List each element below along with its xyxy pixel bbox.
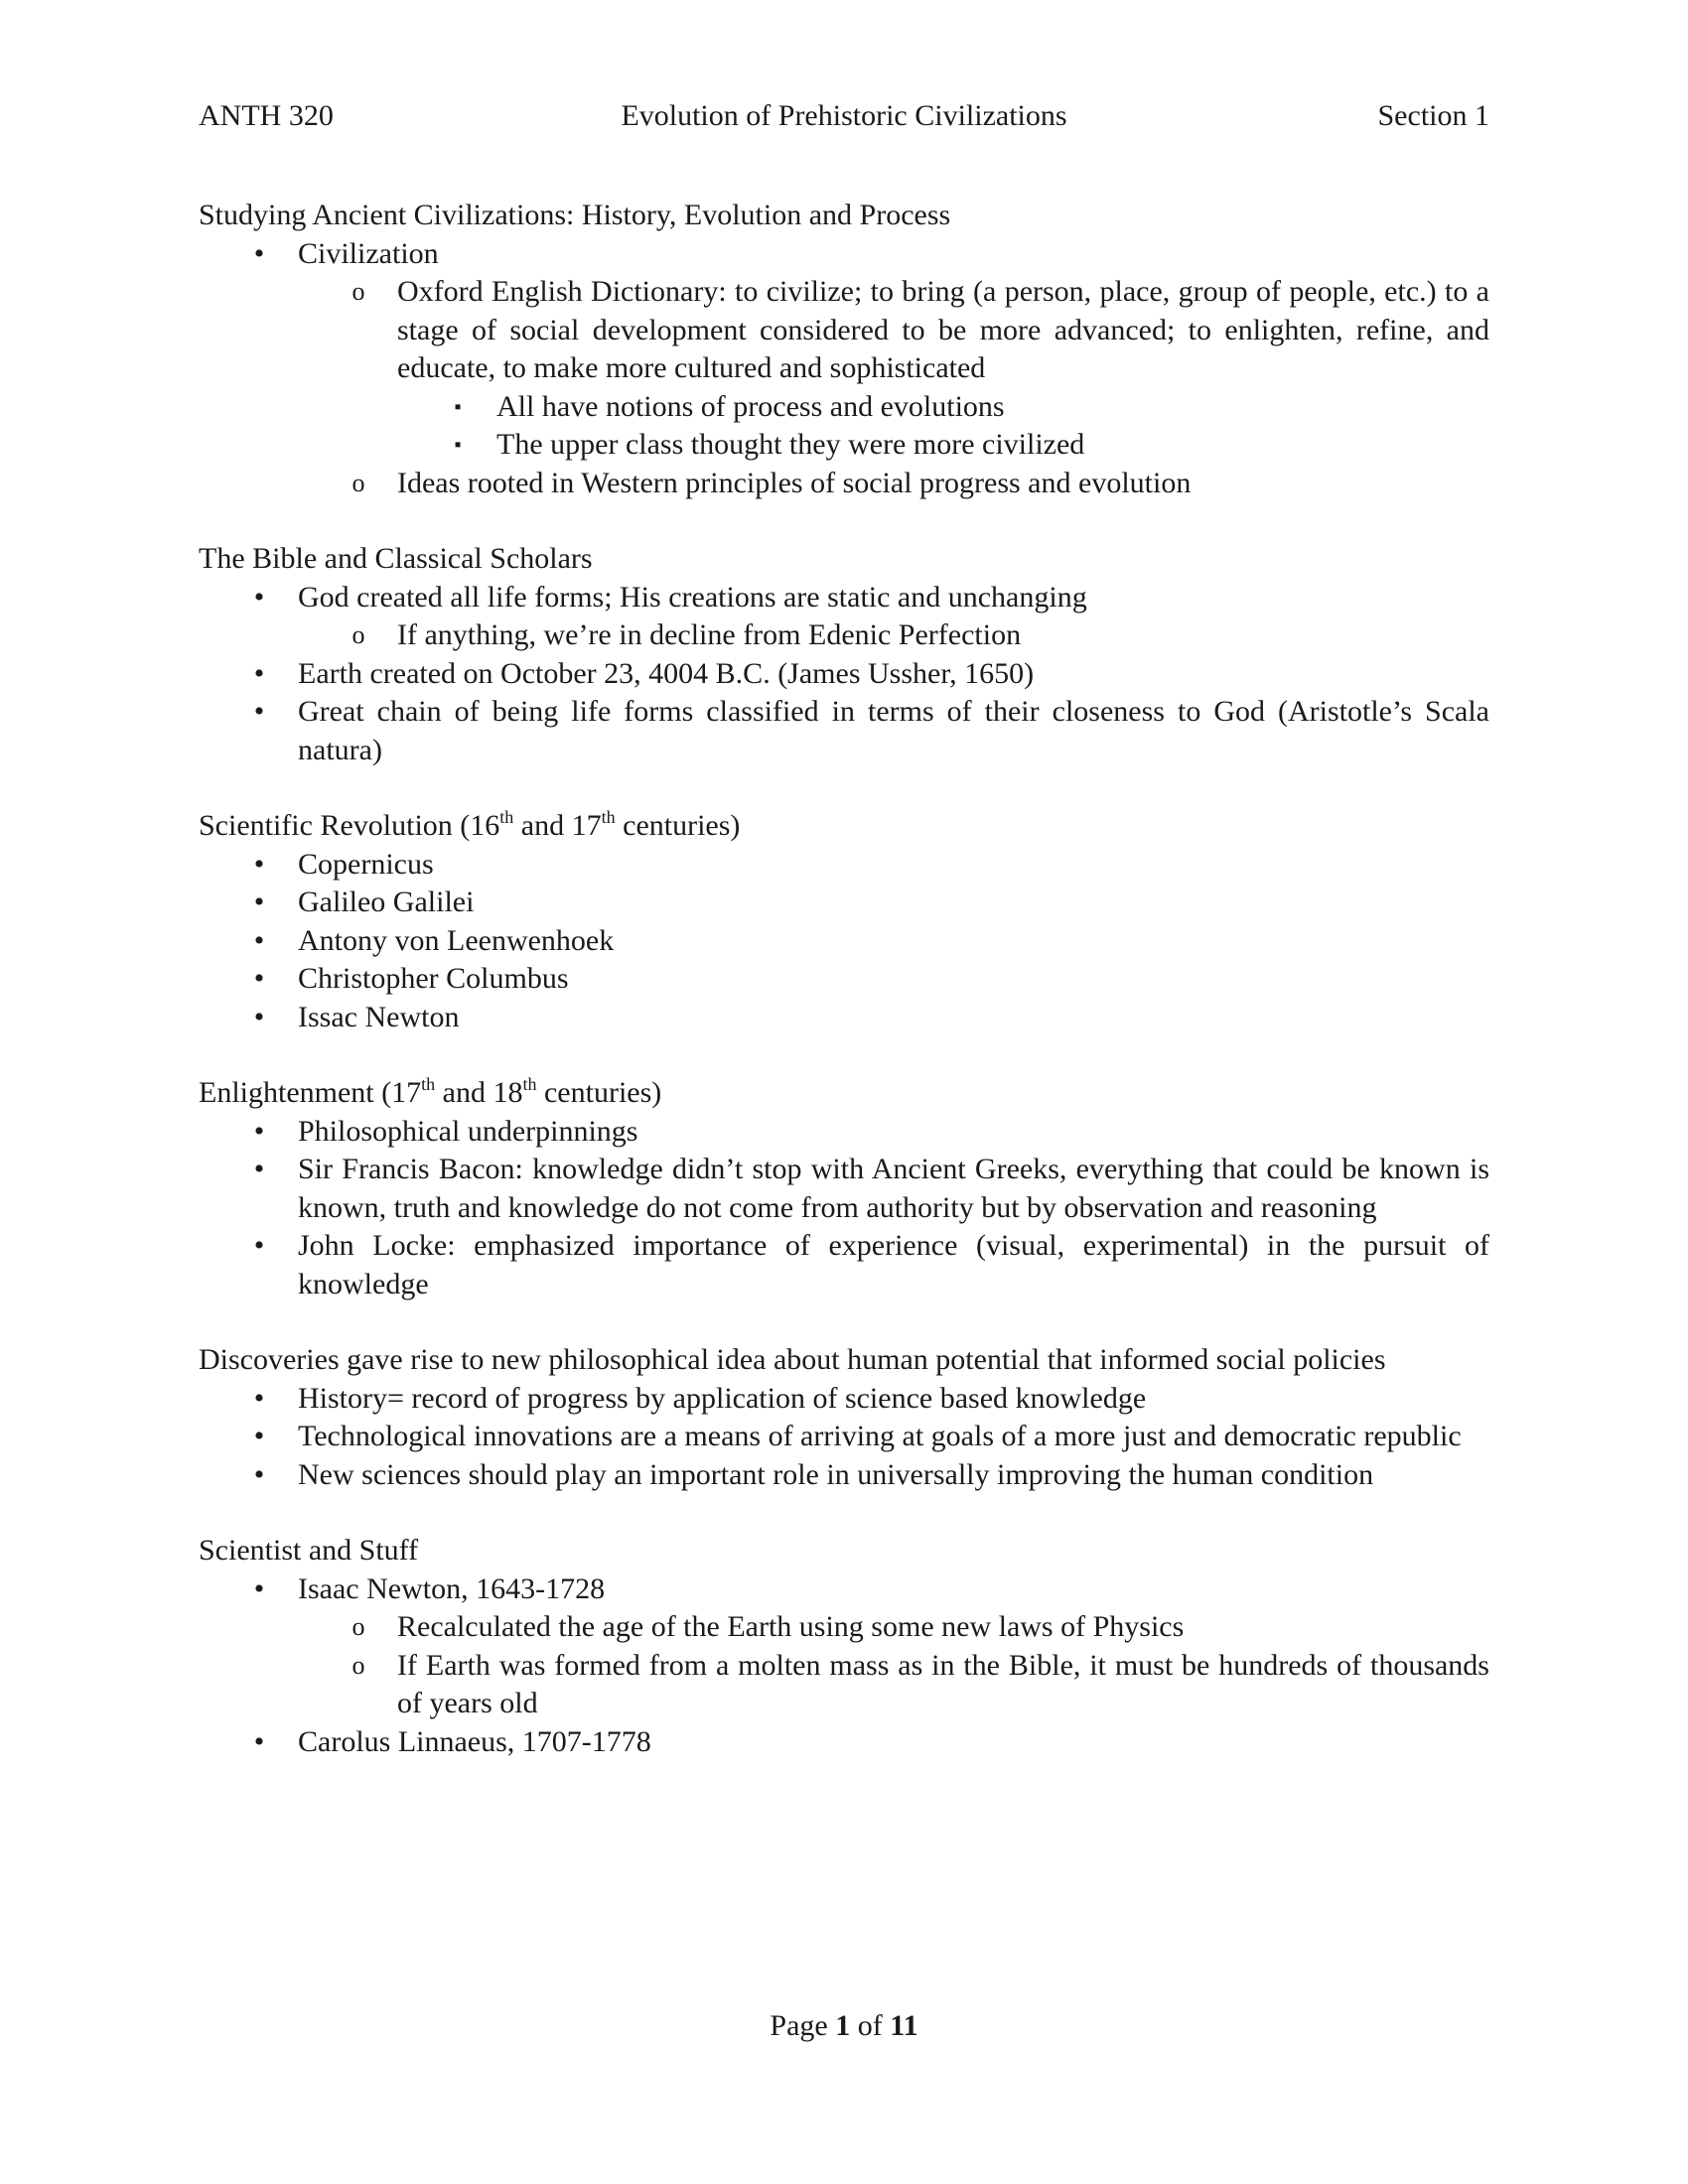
list-item xyxy=(199,1608,1489,1647)
total-pages-number: 11 xyxy=(890,2009,918,2042)
list-item-text: John Locke: emphasized importance of experience (visual, experimental) in the pursuit of knowledge xyxy=(298,1229,1489,1300)
list-item xyxy=(199,1647,1489,1723)
bullet-disc-icon: • xyxy=(253,580,265,614)
list-item xyxy=(199,1151,1489,1227)
bullet-circle-icon: o xyxy=(352,1612,365,1641)
bullet-circle-icon: o xyxy=(352,277,365,306)
section-enlightenment xyxy=(199,1074,1489,1303)
sub-list xyxy=(199,616,1489,655)
list-item xyxy=(199,1113,1489,1152)
list-item-text: Philosophical underpinnings xyxy=(298,1114,638,1148)
list-item-text: New sciences should play an important role in universally improving the human condition xyxy=(298,1457,1374,1491)
bullet-disc-icon: • xyxy=(253,1457,265,1491)
list-item-text: Recalculated the age of the Earth using some new laws of Physics xyxy=(397,1610,1185,1643)
list-item-text: Technological innovations are a means of arriving at goals of a more just and democratic republic xyxy=(298,1420,1462,1452)
bullet-disc-icon: • xyxy=(253,656,265,690)
document-body xyxy=(199,197,1489,1761)
sub-list xyxy=(199,465,1489,503)
section-heading: Studying Ancient Civilizations: History, Evolution and Process xyxy=(199,199,951,231)
bullet-circle-icon: o xyxy=(352,468,365,497)
sub-list xyxy=(199,273,1489,388)
section-label: Section 1 xyxy=(1377,99,1489,132)
page-of-label: of xyxy=(850,2009,891,2042)
heading-text: centuries) xyxy=(536,1076,662,1109)
list-item-text: Ideas rooted in Western principles of social progress and evolution xyxy=(397,466,1192,499)
bullet-disc-icon: • xyxy=(253,923,265,957)
section-discoveries xyxy=(199,1341,1489,1494)
list-item xyxy=(199,616,1489,655)
list-item-text: History= record of progress by application of science based knowledge xyxy=(298,1381,1147,1415)
list-item-text: Oxford English Dictionary: to civilize; to bring (a person, place, group of people, etc.) to a stage of social development considered to be more advanced; to enlighten, refine, and educate, to make more cultured and sophisticated xyxy=(397,275,1489,384)
list-item-text: All have notions of process and evolutions xyxy=(496,389,1005,423)
current-page-number: 1 xyxy=(835,2009,851,2042)
list-item-text: Isaac Newton, 1643-1728 xyxy=(298,1571,606,1605)
list-item-text: Great chain of being life forms classified in terms of their closeness to God (Aristotle’s Scala natura) xyxy=(298,695,1489,766)
list-item-text: Issac Newton xyxy=(298,1000,460,1033)
ordinal-suffix: th xyxy=(499,807,514,827)
list-item xyxy=(199,1570,1489,1609)
bullet-disc-icon: • xyxy=(253,1153,265,1185)
list-item xyxy=(199,960,1489,999)
page-footer xyxy=(0,2009,1688,2043)
bullet-disc-icon: • xyxy=(253,695,265,728)
list-item-text: If anything, we’re in decline from Edenic Perfection xyxy=(397,618,1022,651)
list-item xyxy=(199,1380,1489,1419)
list-item-text: Civilization xyxy=(298,236,439,270)
bullet-disc-icon: • xyxy=(253,236,265,270)
bullet-list xyxy=(199,1570,1489,1609)
list-item xyxy=(199,999,1489,1037)
list-item-text: Galileo Galilei xyxy=(298,886,475,918)
list-item-text: God created all life forms; His creations are static and unchanging xyxy=(298,580,1087,614)
bullet-list xyxy=(199,235,1489,274)
bullet-list xyxy=(199,1113,1489,1304)
list-item xyxy=(199,1723,1489,1762)
bullet-square-icon: ▪ xyxy=(454,434,462,456)
bullet-disc-icon: • xyxy=(253,886,265,918)
bullet-circle-icon: o xyxy=(352,1650,365,1680)
list-item-text: Carolus Linnaeus, 1707-1778 xyxy=(298,1724,651,1758)
bullet-list xyxy=(199,655,1489,770)
list-item xyxy=(199,579,1489,617)
heading-text: and 17 xyxy=(513,809,602,842)
heading-text: centuries) xyxy=(615,809,741,842)
bullet-disc-icon: • xyxy=(253,1000,265,1033)
heading-text: Scientific Revolution (16 xyxy=(199,809,500,842)
list-item xyxy=(199,884,1489,922)
list-item xyxy=(199,235,1489,274)
list-item xyxy=(199,693,1489,769)
bullet-list xyxy=(199,846,1489,1037)
section-scientists xyxy=(199,1532,1489,1761)
bullet-circle-icon: o xyxy=(352,620,365,649)
list-item xyxy=(199,655,1489,694)
list-item-text: If Earth was formed from a molten mass as in the Bible, it must be hundreds of thousands of years old xyxy=(397,1648,1489,1719)
bullet-disc-icon: • xyxy=(253,1571,265,1605)
course-code: ANTH 320 xyxy=(199,99,334,132)
page-header xyxy=(199,99,1489,143)
sub-list xyxy=(199,1608,1489,1723)
bullet-disc-icon: • xyxy=(253,1114,265,1148)
section-heading: Scientist and Stuff xyxy=(199,1534,419,1567)
list-item-text: Earth created on October 23, 4004 B.C. (James Ussher, 1650) xyxy=(298,656,1035,690)
page-label: Page xyxy=(770,2009,836,2042)
list-item-text: The upper class thought they were more civilized xyxy=(496,428,1085,461)
section-studying-civilizations xyxy=(199,197,1489,502)
section-heading: The Bible and Classical Scholars xyxy=(199,542,593,575)
section-heading xyxy=(199,807,1489,846)
bullet-disc-icon: • xyxy=(253,1724,265,1758)
ordinal-suffix: th xyxy=(522,1074,537,1094)
bullet-disc-icon: • xyxy=(253,1229,265,1262)
list-item xyxy=(199,1418,1489,1456)
bullet-disc-icon: • xyxy=(253,962,265,995)
section-heading: Discoveries gave rise to new philosophical idea about human potential that informed social policies xyxy=(199,1343,1386,1376)
bullet-list xyxy=(199,579,1489,617)
list-item xyxy=(199,922,1489,961)
bullet-list xyxy=(199,1723,1489,1762)
heading-text: Enlightenment (17 xyxy=(199,1076,422,1109)
list-item xyxy=(199,846,1489,885)
bullet-list xyxy=(199,1380,1489,1495)
list-item-text: Antony von Leenwenhoek xyxy=(298,923,615,957)
list-item xyxy=(199,465,1489,503)
bullet-disc-icon: • xyxy=(253,1381,265,1415)
ordinal-suffix: th xyxy=(601,807,616,827)
list-item xyxy=(199,1456,1489,1495)
list-item-text: Sir Francis Bacon: knowledge didn’t stop with Ancient Greeks, everything that could be known is known, truth and knowledge do not come from authority but by observation and reasoning xyxy=(298,1153,1489,1224)
document-title: Evolution of Prehistoric Civilizations xyxy=(621,99,1067,132)
bullet-disc-icon: • xyxy=(253,847,265,881)
list-item xyxy=(199,1227,1489,1303)
list-item-text: Christopher Columbus xyxy=(298,962,569,995)
section-heading xyxy=(199,1074,1489,1113)
bullet-square-icon: ▪ xyxy=(454,395,462,418)
list-item-text: Copernicus xyxy=(298,847,434,881)
list-item xyxy=(199,273,1489,388)
heading-text: and 18 xyxy=(435,1076,523,1109)
list-item xyxy=(199,388,1489,427)
ordinal-suffix: th xyxy=(421,1074,436,1094)
sub-sub-list xyxy=(199,388,1489,465)
list-item xyxy=(199,426,1489,465)
section-scientific-revolution xyxy=(199,807,1489,1036)
section-bible-classical xyxy=(199,540,1489,769)
bullet-disc-icon: • xyxy=(253,1420,265,1452)
